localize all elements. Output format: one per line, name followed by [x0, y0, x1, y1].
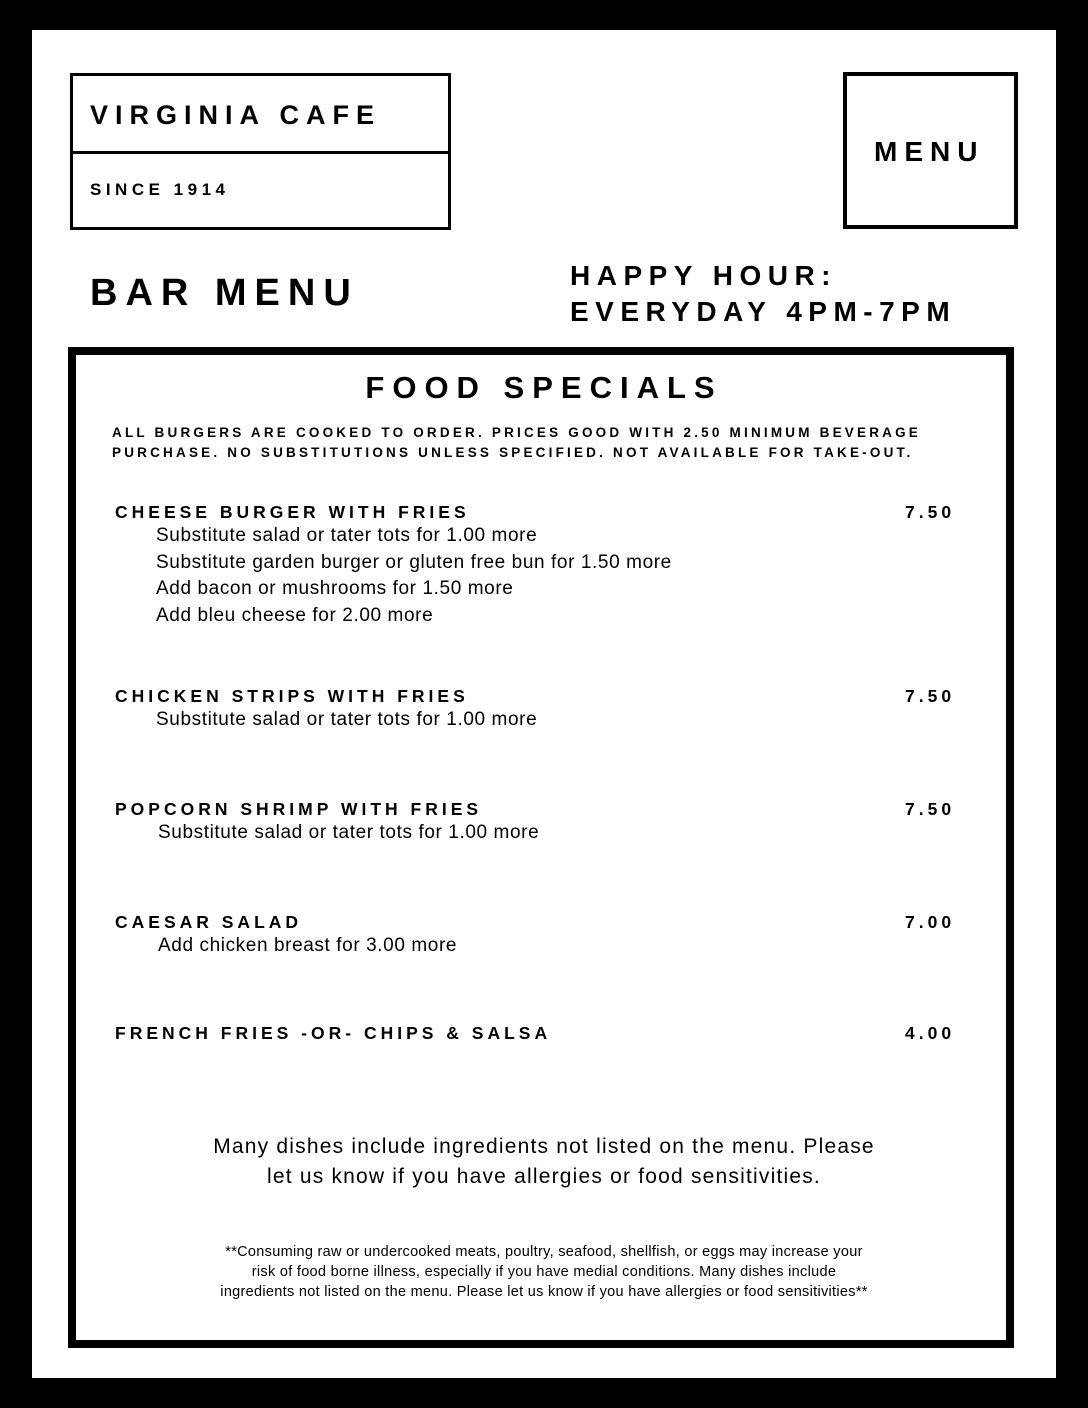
item-option: Add bacon or mushrooms for 1.50 more: [156, 578, 514, 600]
warning-line: ingredients not listed on the menu. Please let us know if you have allergies or food sensitivities**: [220, 1284, 868, 1300]
warning-line: risk of food borne illness, especially if you have medial conditions. Many dishes include: [251, 1264, 837, 1280]
item-price: 7.50: [905, 502, 956, 522]
allergy-line: let us know if you have allergies or food sensitivities.: [267, 1165, 821, 1188]
food-safety-warning: [0, 1242, 1088, 1302]
item-price: 7.50: [905, 686, 956, 706]
item-name: POPCORN SHRIMP WITH FRIES: [115, 799, 483, 819]
item-price: 4.00: [905, 1023, 956, 1043]
item-price: 7.00: [905, 912, 956, 932]
happy-hour-line1: HAPPY HOUR:: [570, 260, 838, 291]
item-price: 7.50: [905, 799, 956, 819]
warning-line: **Consuming raw or undercooked meats, poultry, seafood, shellfish, or eggs may increase your: [225, 1244, 863, 1260]
item-option: Substitute salad or tater tots for 1.00 more: [156, 525, 538, 546]
menu-label: MENU: [874, 136, 985, 167]
cafe-name: VIRGINIA CAFE: [90, 100, 382, 130]
specials-note: ALL BURGERS ARE COOKED TO ORDER. PRICES GOOD WITH 2.50 MINIMUM BEVERAGE PURCHASE. NO SUBSTITUTIONS UNLESS SPECIFIED. NOT AVAILABLE FOR TAKE-OUT.: [112, 425, 922, 460]
allergy-line: Many dishes include ingredients not listed on the menu. Please: [213, 1135, 875, 1158]
item-option: Substitute salad or tater tots for 1.00 more: [156, 709, 538, 730]
item-name: CAESAR SALAD: [115, 912, 303, 932]
happy-hour: [570, 258, 956, 330]
item-name: CHEESE BURGER WITH FRIES: [115, 502, 470, 522]
item-option: Add chicken breast for 3.00 more: [158, 935, 458, 956]
item-name: FRENCH FRIES -OR- CHIPS & SALSA: [115, 1023, 552, 1043]
section-title: BAR MENU: [90, 272, 359, 314]
specials-title: FOOD SPECIALS: [365, 370, 723, 405]
happy-hour-line2: EVERYDAY 4PM-7PM: [570, 296, 957, 327]
since-year: SINCE 1914: [90, 180, 230, 199]
item-option: Substitute salad or tater tots for 1.00 more: [158, 822, 540, 843]
item-option: Substitute garden burger or gluten free bun for 1.50 more: [156, 551, 672, 573]
item-name: CHICKEN STRIPS WITH FRIES: [115, 686, 469, 706]
item-option: Add bleu cheese for 2.00 more: [156, 605, 434, 627]
allergy-notice: [0, 1132, 1088, 1192]
specials-frame: [68, 347, 1014, 1348]
